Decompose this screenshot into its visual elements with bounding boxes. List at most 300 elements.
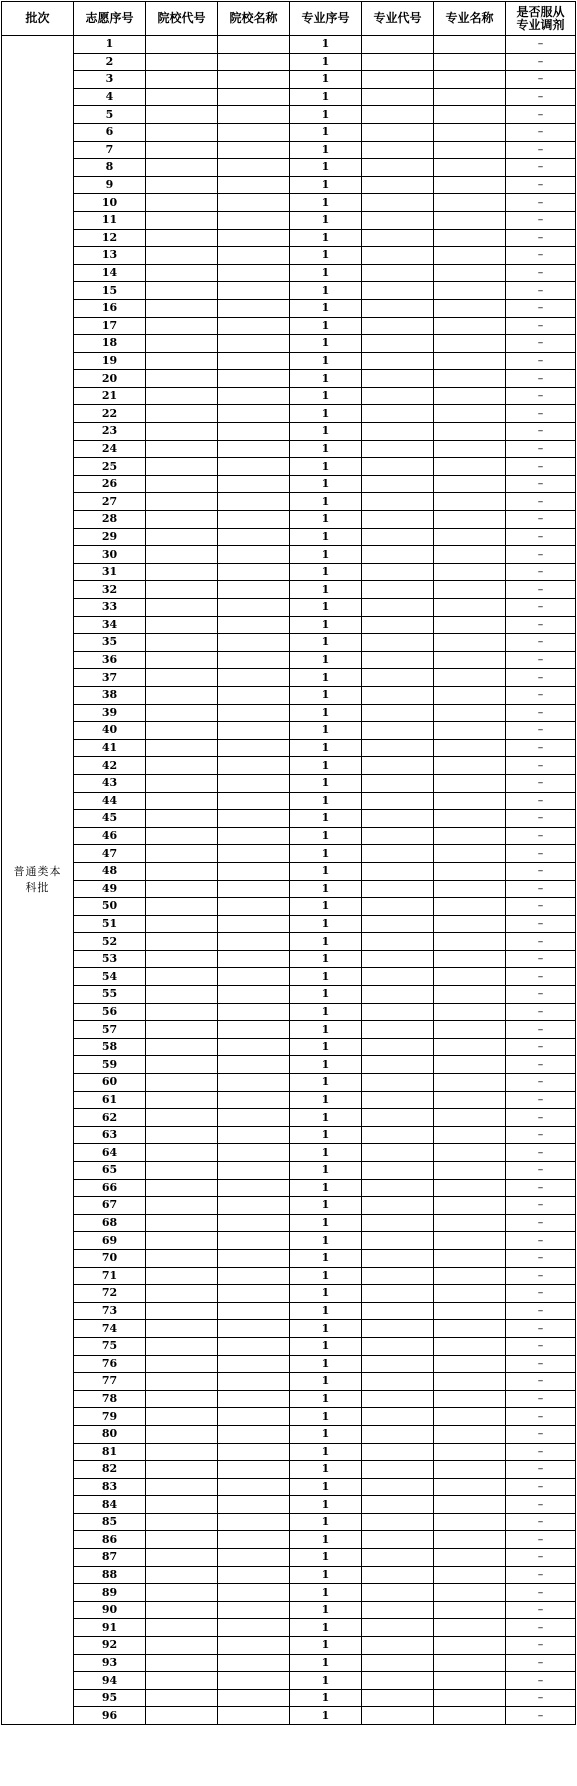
school-code-cell	[146, 651, 218, 669]
major-name-cell	[434, 898, 506, 916]
choice-no-cell: 16	[74, 299, 146, 317]
major-code-cell	[362, 1337, 434, 1355]
major-seq-cell: 1	[290, 1531, 362, 1549]
major-name-cell	[434, 475, 506, 493]
major-name-cell	[434, 1179, 506, 1197]
school-name-cell	[218, 1162, 290, 1180]
school-code-cell	[146, 176, 218, 194]
major-name-cell	[434, 1513, 506, 1531]
school-code-cell	[146, 1373, 218, 1391]
school-name-cell	[218, 1531, 290, 1549]
choice-no-cell: 43	[74, 774, 146, 792]
school-code-cell	[146, 1584, 218, 1602]
school-code-cell	[146, 387, 218, 405]
major-code-cell	[362, 475, 434, 493]
choice-no-cell: 61	[74, 1091, 146, 1109]
table-row	[2, 1320, 576, 1338]
school-name-cell	[218, 792, 290, 810]
school-name-cell	[218, 669, 290, 687]
accept-adjustment-cell: –	[506, 1637, 576, 1655]
table-row	[2, 1109, 576, 1127]
accept-adjustment-cell: –	[506, 1162, 576, 1180]
major-name-cell	[434, 264, 506, 282]
school-name-cell	[218, 106, 290, 124]
major-seq-cell: 1	[290, 1285, 362, 1303]
major-code-cell	[362, 1003, 434, 1021]
choice-no-cell: 65	[74, 1162, 146, 1180]
choice-no-cell: 37	[74, 669, 146, 687]
accept-adjustment-cell: –	[506, 141, 576, 159]
choice-no-cell: 10	[74, 194, 146, 212]
accept-adjustment-cell: –	[506, 774, 576, 792]
major-code-cell	[362, 440, 434, 458]
table-row	[2, 387, 576, 405]
table-row	[2, 1496, 576, 1514]
table-row	[2, 1601, 576, 1619]
choice-no-cell: 33	[74, 599, 146, 617]
major-seq-cell: 1	[290, 1408, 362, 1426]
table-row	[2, 71, 576, 89]
major-code-cell	[362, 352, 434, 370]
major-code-cell	[362, 299, 434, 317]
school-name-cell	[218, 1091, 290, 1109]
table-row	[2, 1619, 576, 1637]
choice-no-cell: 58	[74, 1038, 146, 1056]
table-row	[2, 1549, 576, 1567]
major-seq-cell: 1	[290, 669, 362, 687]
choice-no-cell: 2	[74, 53, 146, 71]
major-name-cell	[434, 229, 506, 247]
major-name-cell	[434, 352, 506, 370]
major-seq-cell: 1	[290, 1672, 362, 1690]
school-code-cell	[146, 106, 218, 124]
table-row	[2, 581, 576, 599]
school-name-cell	[218, 1285, 290, 1303]
major-code-cell	[362, 862, 434, 880]
major-seq-cell: 1	[290, 159, 362, 177]
major-seq-cell: 1	[290, 1566, 362, 1584]
major-seq-cell: 1	[290, 1637, 362, 1655]
table-row	[2, 229, 576, 247]
major-name-cell	[434, 1109, 506, 1127]
school-name-cell	[218, 370, 290, 388]
major-code-cell	[362, 1267, 434, 1285]
table-row	[2, 1056, 576, 1074]
table-row	[2, 194, 576, 212]
major-seq-cell: 1	[290, 1003, 362, 1021]
major-code-cell	[362, 1109, 434, 1127]
school-name-cell	[218, 352, 290, 370]
table-row	[2, 1584, 576, 1602]
school-name-cell	[218, 317, 290, 335]
school-code-cell	[146, 1144, 218, 1162]
major-name-cell	[434, 1197, 506, 1215]
major-seq-cell: 1	[290, 862, 362, 880]
major-code-cell	[362, 1566, 434, 1584]
accept-adjustment-cell: –	[506, 53, 576, 71]
major-seq-cell: 1	[290, 458, 362, 476]
school-name-cell	[218, 1654, 290, 1672]
header-accept-adjustment	[506, 2, 576, 36]
choice-no-cell: 84	[74, 1496, 146, 1514]
table-row	[2, 1355, 576, 1373]
school-code-cell	[146, 71, 218, 89]
school-code-cell	[146, 1249, 218, 1267]
school-name-cell	[218, 704, 290, 722]
school-name-cell	[218, 581, 290, 599]
table-row	[2, 335, 576, 353]
table-row	[2, 1126, 576, 1144]
school-name-cell	[218, 1214, 290, 1232]
major-seq-cell: 1	[290, 827, 362, 845]
accept-adjustment-cell: –	[506, 1056, 576, 1074]
choice-no-cell: 24	[74, 440, 146, 458]
table-row	[2, 563, 576, 581]
table-row	[2, 1214, 576, 1232]
major-code-cell	[362, 599, 434, 617]
choice-no-cell: 86	[74, 1531, 146, 1549]
major-seq-cell: 1	[290, 686, 362, 704]
accept-adjustment-cell: –	[506, 1038, 576, 1056]
major-code-cell	[362, 686, 434, 704]
major-code-cell	[362, 71, 434, 89]
school-name-cell	[218, 1549, 290, 1567]
major-name-cell	[434, 1689, 506, 1707]
school-code-cell	[146, 1285, 218, 1303]
accept-adjustment-cell: –	[506, 1531, 576, 1549]
table-row	[2, 299, 576, 317]
major-name-cell	[434, 211, 506, 229]
school-code-cell	[146, 36, 218, 54]
major-name-cell	[434, 792, 506, 810]
accept-adjustment-cell: –	[506, 1549, 576, 1567]
major-seq-cell: 1	[290, 387, 362, 405]
school-name-cell	[218, 141, 290, 159]
major-code-cell	[362, 827, 434, 845]
major-code-cell	[362, 1425, 434, 1443]
header-major-seq: 专业序号	[290, 2, 362, 36]
table-row	[2, 1478, 576, 1496]
major-name-cell	[434, 1091, 506, 1109]
header-adjust-line1: 是否服从	[516, 4, 565, 19]
school-name-cell	[218, 264, 290, 282]
school-name-cell	[218, 616, 290, 634]
school-name-cell	[218, 1232, 290, 1250]
school-code-cell	[146, 546, 218, 564]
major-code-cell	[362, 757, 434, 775]
table-row	[2, 1162, 576, 1180]
school-code-cell	[146, 968, 218, 986]
school-code-cell	[146, 1601, 218, 1619]
major-code-cell	[362, 528, 434, 546]
school-code-cell	[146, 511, 218, 529]
major-code-cell	[362, 880, 434, 898]
school-code-cell	[146, 827, 218, 845]
accept-adjustment-cell: –	[506, 335, 576, 353]
major-code-cell	[362, 774, 434, 792]
school-code-cell	[146, 757, 218, 775]
accept-adjustment-cell: –	[506, 1003, 576, 1021]
choice-no-cell: 4	[74, 88, 146, 106]
school-name-cell	[218, 827, 290, 845]
major-seq-cell: 1	[290, 440, 362, 458]
major-code-cell	[362, 546, 434, 564]
school-name-cell	[218, 1109, 290, 1127]
school-name-cell	[218, 458, 290, 476]
accept-adjustment-cell: –	[506, 1355, 576, 1373]
major-seq-cell: 1	[290, 1443, 362, 1461]
school-name-cell	[218, 757, 290, 775]
major-code-cell	[362, 264, 434, 282]
table-row	[2, 1425, 576, 1443]
choice-no-cell: 88	[74, 1566, 146, 1584]
accept-adjustment-cell: –	[506, 88, 576, 106]
major-seq-cell: 1	[290, 1337, 362, 1355]
header-major-name: 专业名称	[434, 2, 506, 36]
choice-no-cell: 8	[74, 159, 146, 177]
school-code-cell	[146, 335, 218, 353]
choice-no-cell: 73	[74, 1302, 146, 1320]
school-code-cell	[146, 1214, 218, 1232]
major-name-cell	[434, 827, 506, 845]
accept-adjustment-cell: –	[506, 176, 576, 194]
school-code-cell	[146, 352, 218, 370]
school-name-cell	[218, 1496, 290, 1514]
accept-adjustment-cell: –	[506, 1443, 576, 1461]
major-name-cell	[434, 1637, 506, 1655]
school-code-cell	[146, 282, 218, 300]
major-seq-cell: 1	[290, 1654, 362, 1672]
major-seq-cell: 1	[290, 845, 362, 863]
major-code-cell	[362, 1056, 434, 1074]
choice-no-cell: 56	[74, 1003, 146, 1021]
major-seq-cell: 1	[290, 1126, 362, 1144]
table-row	[2, 1197, 576, 1215]
major-name-cell	[434, 968, 506, 986]
major-seq-cell: 1	[290, 123, 362, 141]
school-code-cell	[146, 1566, 218, 1584]
major-code-cell	[362, 563, 434, 581]
accept-adjustment-cell: –	[506, 1285, 576, 1303]
school-name-cell	[218, 986, 290, 1004]
major-name-cell	[434, 370, 506, 388]
accept-adjustment-cell: –	[506, 1601, 576, 1619]
table-row	[2, 106, 576, 124]
school-name-cell	[218, 1373, 290, 1391]
school-name-cell	[218, 1056, 290, 1074]
major-seq-cell: 1	[290, 704, 362, 722]
major-name-cell	[434, 774, 506, 792]
major-seq-cell: 1	[290, 264, 362, 282]
choice-no-cell: 39	[74, 704, 146, 722]
table-row	[2, 475, 576, 493]
major-code-cell	[362, 986, 434, 1004]
choice-no-cell: 5	[74, 106, 146, 124]
choice-no-cell: 42	[74, 757, 146, 775]
accept-adjustment-cell: –	[506, 1232, 576, 1250]
school-name-cell	[218, 176, 290, 194]
table-row	[2, 1074, 576, 1092]
major-seq-cell: 1	[290, 141, 362, 159]
header-adjust-line2: 专业调剂	[516, 17, 565, 32]
major-seq-cell: 1	[290, 1601, 362, 1619]
major-seq-cell: 1	[290, 950, 362, 968]
school-code-cell	[146, 141, 218, 159]
choice-no-cell: 78	[74, 1390, 146, 1408]
major-name-cell	[434, 1619, 506, 1637]
table-row	[2, 1566, 576, 1584]
major-code-cell	[362, 1496, 434, 1514]
major-seq-cell: 1	[290, 986, 362, 1004]
major-name-cell	[434, 106, 506, 124]
major-seq-cell: 1	[290, 229, 362, 247]
school-name-cell	[218, 950, 290, 968]
school-code-cell	[146, 1443, 218, 1461]
major-code-cell	[362, 1144, 434, 1162]
choice-no-cell: 93	[74, 1654, 146, 1672]
table-row	[2, 1689, 576, 1707]
major-name-cell	[434, 1003, 506, 1021]
major-name-cell	[434, 986, 506, 1004]
major-seq-cell: 1	[290, 106, 362, 124]
school-code-cell	[146, 1672, 218, 1690]
major-name-cell	[434, 686, 506, 704]
major-code-cell	[362, 1461, 434, 1479]
table-row	[2, 599, 576, 617]
major-seq-cell: 1	[290, 335, 362, 353]
school-code-cell	[146, 722, 218, 740]
accept-adjustment-cell: –	[506, 968, 576, 986]
choice-no-cell: 57	[74, 1021, 146, 1039]
major-seq-cell: 1	[290, 317, 362, 335]
table-row	[2, 1038, 576, 1056]
school-name-cell	[218, 528, 290, 546]
accept-adjustment-cell: –	[506, 247, 576, 265]
major-seq-cell: 1	[290, 546, 362, 564]
school-code-cell	[146, 880, 218, 898]
accept-adjustment-cell: –	[506, 475, 576, 493]
choice-no-cell: 72	[74, 1285, 146, 1303]
school-name-cell	[218, 898, 290, 916]
school-code-cell	[146, 211, 218, 229]
school-code-cell	[146, 317, 218, 335]
major-name-cell	[434, 1302, 506, 1320]
major-name-cell	[434, 1443, 506, 1461]
choice-no-cell: 27	[74, 493, 146, 511]
major-name-cell	[434, 915, 506, 933]
choice-no-cell: 29	[74, 528, 146, 546]
major-name-cell	[434, 36, 506, 54]
school-code-cell	[146, 774, 218, 792]
school-name-cell	[218, 1179, 290, 1197]
school-name-cell	[218, 1302, 290, 1320]
major-seq-cell: 1	[290, 1584, 362, 1602]
choice-no-cell: 34	[74, 616, 146, 634]
major-code-cell	[362, 845, 434, 863]
major-code-cell	[362, 423, 434, 441]
major-name-cell	[434, 159, 506, 177]
school-name-cell	[218, 1513, 290, 1531]
major-name-cell	[434, 1408, 506, 1426]
choice-no-cell: 12	[74, 229, 146, 247]
major-code-cell	[362, 1672, 434, 1690]
school-name-cell	[218, 282, 290, 300]
choice-no-cell: 18	[74, 335, 146, 353]
major-code-cell	[362, 704, 434, 722]
major-name-cell	[434, 528, 506, 546]
table-row	[2, 616, 576, 634]
accept-adjustment-cell: –	[506, 317, 576, 335]
application-form-table	[1, 1, 576, 1725]
major-code-cell	[362, 1531, 434, 1549]
accept-adjustment-cell: –	[506, 282, 576, 300]
batch-name-line1: 普通类本	[13, 865, 62, 878]
major-seq-cell: 1	[290, 1179, 362, 1197]
school-code-cell	[146, 1531, 218, 1549]
school-name-cell	[218, 123, 290, 141]
major-code-cell	[362, 1232, 434, 1250]
accept-adjustment-cell: –	[506, 1179, 576, 1197]
school-name-cell	[218, 933, 290, 951]
table-row	[2, 1337, 576, 1355]
major-seq-cell: 1	[290, 933, 362, 951]
major-code-cell	[362, 36, 434, 54]
school-code-cell	[146, 686, 218, 704]
major-name-cell	[434, 194, 506, 212]
school-name-cell	[218, 36, 290, 54]
table-row	[2, 1249, 576, 1267]
accept-adjustment-cell: –	[506, 36, 576, 54]
major-seq-cell: 1	[290, 792, 362, 810]
accept-adjustment-cell: –	[506, 1461, 576, 1479]
school-name-cell	[218, 229, 290, 247]
accept-adjustment-cell: –	[506, 1320, 576, 1338]
major-seq-cell: 1	[290, 599, 362, 617]
major-name-cell	[434, 862, 506, 880]
school-name-cell	[218, 1601, 290, 1619]
major-name-cell	[434, 1390, 506, 1408]
school-code-cell	[146, 475, 218, 493]
school-code-cell	[146, 299, 218, 317]
choice-no-cell: 63	[74, 1126, 146, 1144]
school-code-cell	[146, 264, 218, 282]
choice-no-cell: 23	[74, 423, 146, 441]
major-seq-cell: 1	[290, 247, 362, 265]
school-code-cell	[146, 1408, 218, 1426]
major-code-cell	[362, 176, 434, 194]
accept-adjustment-cell: –	[506, 1144, 576, 1162]
major-code-cell	[362, 1302, 434, 1320]
choice-no-cell: 38	[74, 686, 146, 704]
choice-no-cell: 15	[74, 282, 146, 300]
table-row	[2, 493, 576, 511]
major-seq-cell: 1	[290, 299, 362, 317]
school-name-cell	[218, 1390, 290, 1408]
major-seq-cell: 1	[290, 1425, 362, 1443]
school-code-cell	[146, 1619, 218, 1637]
accept-adjustment-cell: –	[506, 915, 576, 933]
school-name-cell	[218, 651, 290, 669]
major-seq-cell: 1	[290, 53, 362, 71]
accept-adjustment-cell: –	[506, 1249, 576, 1267]
table-row	[2, 264, 576, 282]
school-name-cell	[218, 88, 290, 106]
major-name-cell	[434, 581, 506, 599]
major-code-cell	[362, 616, 434, 634]
school-code-cell	[146, 1197, 218, 1215]
choice-no-cell: 76	[74, 1355, 146, 1373]
choice-no-cell: 79	[74, 1408, 146, 1426]
